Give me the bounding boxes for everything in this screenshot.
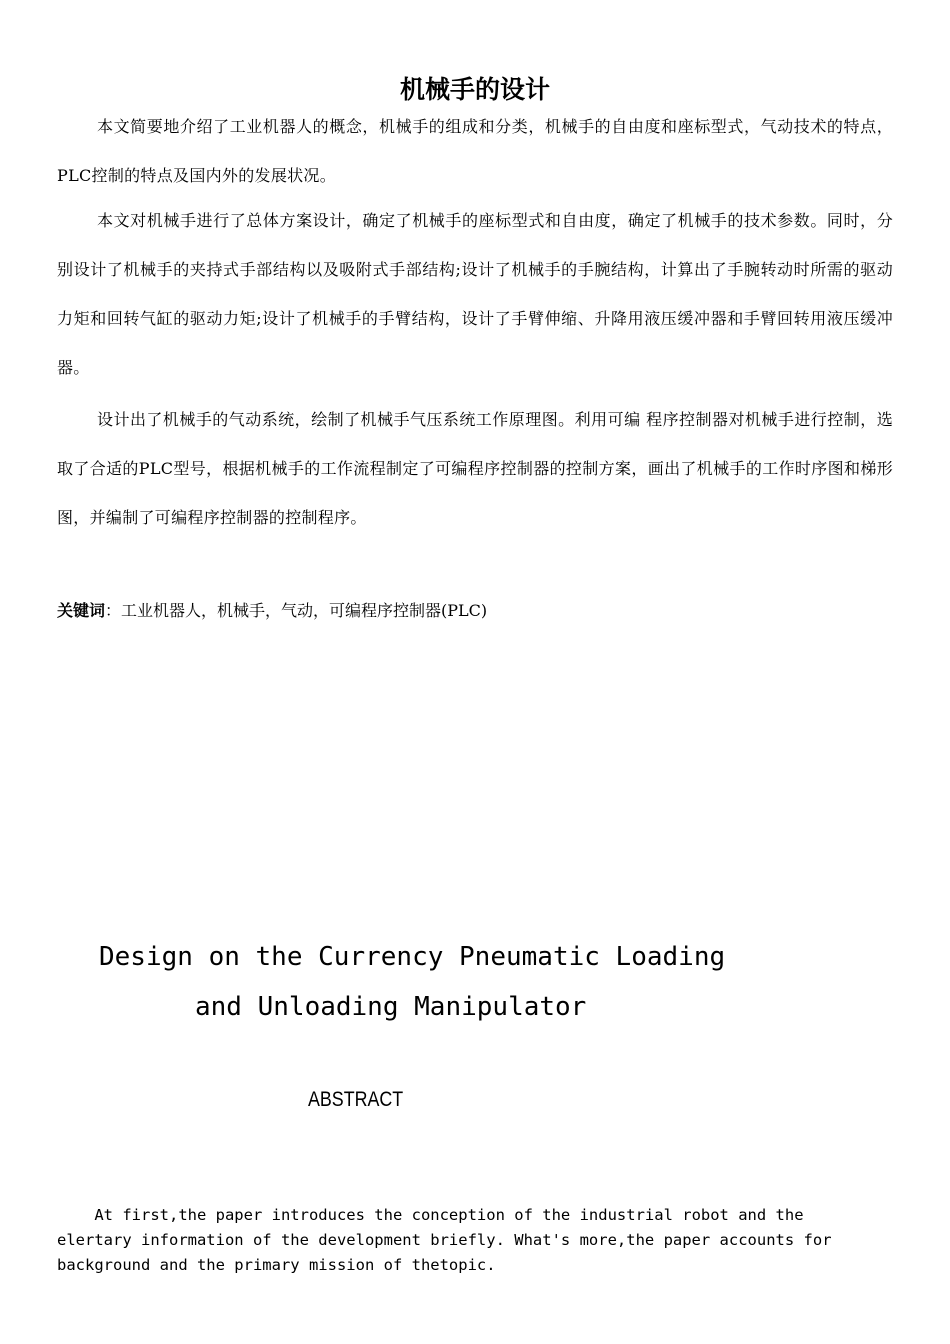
abstract-heading: ABSTRACT xyxy=(308,1088,404,1111)
abstract-paragraph-1: 本文简要地介绍了工业机器人的概念，机械手的组成和分类，机械手的自由度和座标型式，气动技术的特点，PLC控制的特点及国内外的发展状况。 xyxy=(57,117,893,185)
chinese-title: 机械手的设计 xyxy=(399,75,550,104)
abstract-paragraph-3: 设计出了机械手的气动系统，绘制了机械手气压系统工作原理图。利用可编 程序控制器对机械手进行控制，选取了合适的PLC型号，根据机械手的工作流程制定了可编程序控制器的控制方案，画出了机械手的工作时序图和梯形图，并编制了可编程序控制器的控制程序。 xyxy=(57,410,893,527)
english-title-line-2: and Unloading Manipulator xyxy=(195,992,587,1022)
keywords-separator: ： xyxy=(105,601,122,620)
keywords-line xyxy=(57,596,893,626)
abstract-paragraph-2: 本文对机械手进行了总体方案设计，确定了机械手的座标型式和自由度，确定了机械手的技术参数。同时，分别设计了机械手的夹持式手部结构以及吸附式手部结构;设计了机械手的手腕结构，计算出了手腕转动时所需的驱动力矩和回转气缸的驱动力矩;设计了机械手的手臂结构，设计了手臂伸缩、升降用液压缓冲器和手臂回转用液压缓冲器。 xyxy=(57,211,893,377)
english-abstract-paragraph: At first,the paper introduces the conception of the industrial robot and the elertary information of the development briefly. What's more,the paper accounts for background and the primary mission of thetopic. xyxy=(57,1206,832,1274)
keywords-text: 工业机器人，机械手，气动，可编程序控制器(PLC) xyxy=(121,601,488,620)
english-title-line-1: Design on the Currency Pneumatic Loading xyxy=(99,942,726,972)
english-title xyxy=(99,932,799,1032)
keywords-label: 关键词 xyxy=(57,601,106,620)
